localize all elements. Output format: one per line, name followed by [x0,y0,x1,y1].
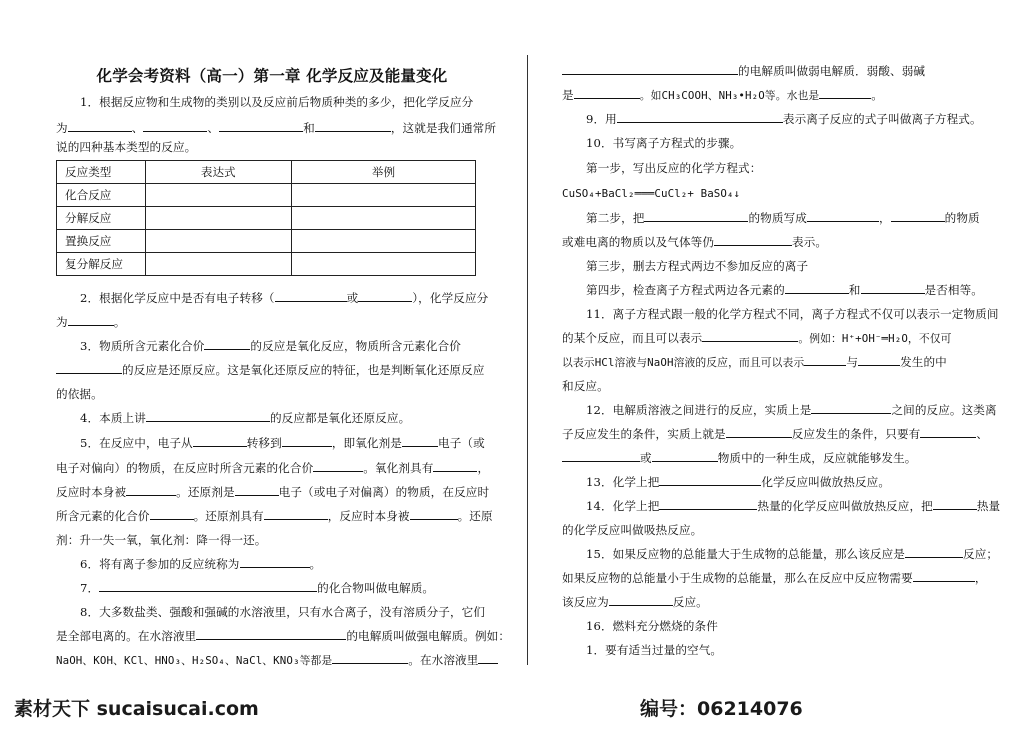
q5-line2: 电子对偏向）的物质，在反应时所含元素的化合价 。氧化剂具有 ， [56,461,490,475]
q8-line2: 是全部电离的。在水溶液里 的电解质叫做强电解质。例如： [56,629,511,643]
q3-line1: 3．物质所含元素化合价 的反应是氧化反应，物质所含元素化合价 [80,339,461,353]
q9-line: 9．用 表示离子反应的式子叫做离子方程式。 [586,112,982,126]
blank [143,120,207,132]
q10-line: 10．书写离子方程式的步骤。 [586,136,742,150]
q13-line: 13．化学上把 化学反应叫做放热反应。 [586,475,891,489]
q5-line4: 所含元素的化合价 。还原剂具有 ，反应时本身被 。还原 [56,509,493,523]
q16-line: 16．燃料充分燃烧的条件 [586,619,718,633]
blank [68,120,132,132]
q15-line2: 如果反应物的总能量小于生成物的总能量，那么在反应中反应物需要 ， [562,571,987,585]
q5-line5: 剂：升一失一氧，氧化剂：降一得一还。 [56,533,267,547]
q5-line3: 反应时本身被 。还原剂是 电子（或电子对偏离）的物质，在反应时 [56,485,490,499]
step2-line2: 或难电离的物质以及气体等仍 表示。 [562,235,828,249]
q2-line2: 为 。 [56,315,126,329]
q4-line: 4．本质上讲 的反应都是氧化还原反应。 [80,411,411,425]
q11-line2: 的某个反应，而且可以表示 。例如：H⁺+OH⁻═H₂O，不仅可 [562,331,952,345]
q6-line: 6．将有离子参加的反应统称为 。 [80,557,322,571]
q3-line3: 的依据。 [56,387,103,401]
table-row: 复分解反应 [57,253,476,276]
q5-line1: 5．在反应中，电子从 转移到 ，即氧化剂是 电子（或 [80,436,485,450]
q7-line: 7． 的化合物叫做电解质。 [80,581,435,595]
q14-line2: 的化学反应叫做吸热反应。 [562,523,703,537]
q15-line1: 15．如果反应物的总能量大于生成物的总能量，那么该反应是 反应； [586,547,999,561]
watermark-id: 编号：06214076 [640,698,803,720]
q15-line3: 该反应为 反应。 [562,595,708,609]
q8-line3: NaOH、KOH、KCl、HNO₃、H₂SO₄、NaCl、KNO₃等都是 。在水溶液里 [56,652,498,669]
q1-line1: 1．根据反应物和生成物的类别以及反应前后物质种类的多少，把化学反应分 [80,95,474,109]
q11-line1: 11．离子方程式跟一般的化学方程式不同，离子方程式不仅可以表示一定物质间 [586,307,999,321]
q1-line2: 为 、 、 和 ，这就是我们通常所 [56,121,497,135]
blank [219,120,303,132]
step4-line: 第四步，检查离子方程式两边各元素的 和 是否相等。 [586,283,983,297]
watermark-site: 素材天下 sucaisucai.com [14,698,259,720]
q12-line1: 12．电解质溶液之间进行的反应，实质上是 之间的反应。这类离 [586,403,997,417]
q1-line3: 说的四种基本类型的反应。 [56,140,197,154]
q12-line3: 或 物质中的一种生成，反应就能够发生。 [562,450,917,466]
q8-line1: 8．大多数盐类、强酸和强碱的水溶液里，只有水合离子，没有溶质分子，它们 [80,605,486,619]
q11-line3: 以表示HCl溶液与NaOH溶液的反应，而且可以表示 与 发生的中 [562,355,947,369]
page-title: 化学会考资料（高一）第一章 化学反应及能量变化 [96,67,448,85]
reaction-types-table [56,160,476,276]
r1-line1: 的电解质叫做弱电解质．弱酸、弱碱 [562,63,925,79]
equation-line: CuSO₄+BaCl₂═══CuCl₂+ BaSO₄↓ [562,187,741,200]
q12-line2: 子反应发生的条件，实质上就是 反应发生的条件，只要有 、 [562,427,989,441]
table-header: 举例 [291,161,475,184]
column-divider [527,55,528,665]
step1-line: 第一步，写出反应的化学方程式： [586,161,762,175]
q2-line1: 2．根据化学反应中是否有电子转移（ 或 ），化学反应分 [80,291,489,305]
table-row: 化合反应 [57,184,476,207]
step2-line1: 第二步，把 的物质写成 ， 的物质 [586,211,980,225]
table-header: 表达式 [145,161,291,184]
step3-line: 第三步，删去方程式两边不参加反应的离子 [586,259,809,273]
q11-line4: 和反应。 [562,379,609,393]
table-row: 分解反应 [57,207,476,230]
r1-line2: 是 。如CH₃COOH、NH₃•H₂O等。水也是 。 [562,88,883,102]
q16-item1: 1．要有适当过量的空气。 [586,643,723,657]
blank [315,120,391,132]
table-row: 置换反应 [57,230,476,253]
table-header: 反应类型 [57,161,146,184]
q14-line1: 14．化学上把 热量的化学反应叫做放热反应，把 热量 [586,499,1001,513]
q3-line2: 的反应是还原反应。这是氧化还原反应的特征，也是判断氧化还原反应 [56,362,485,378]
